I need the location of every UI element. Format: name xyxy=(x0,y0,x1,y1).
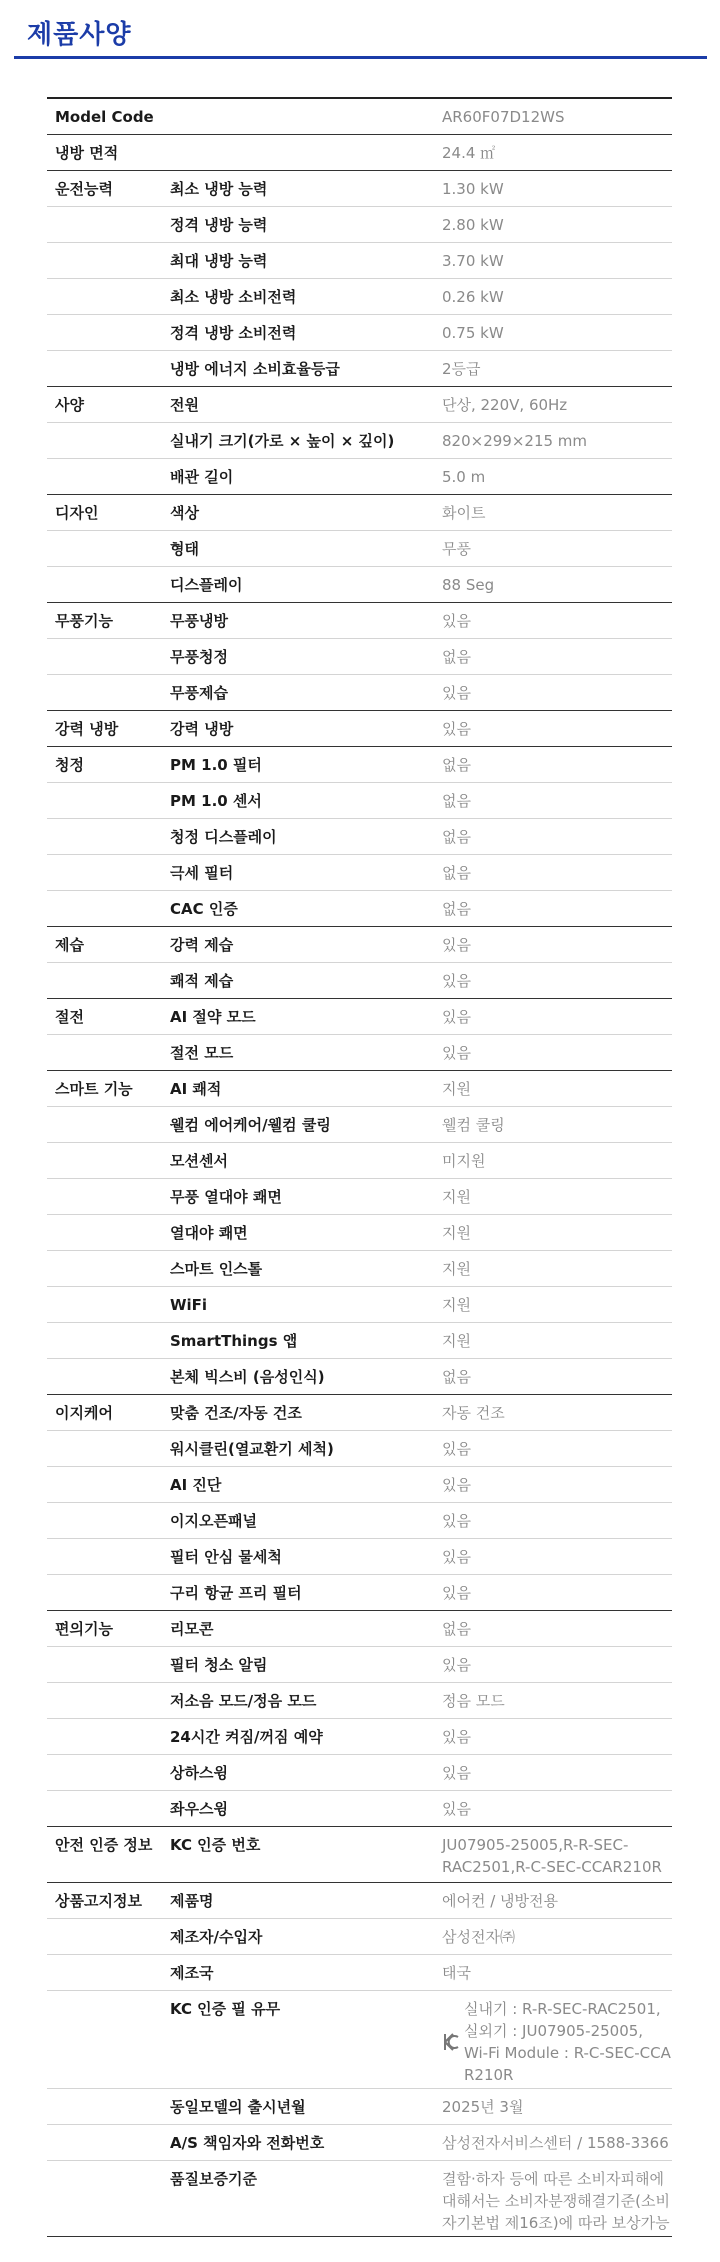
spec-item-label: 청정 디스플레이 xyxy=(170,828,277,846)
spec-category xyxy=(47,1431,170,1466)
spec-item-label: A/S 책임자와 전화번호 xyxy=(170,2134,325,2152)
spec-row xyxy=(47,1611,672,1647)
spec-category xyxy=(47,567,170,602)
spec-item-label: 상하스윙 xyxy=(170,1764,228,1782)
spec-row xyxy=(47,1883,672,1919)
spec-row xyxy=(47,855,672,891)
kc-cert-line: Wi-Fi Module : R-C-SEC-CCA xyxy=(464,2044,671,2062)
spec-row xyxy=(47,891,672,927)
spec-item-label: 스마트 인스톨 xyxy=(170,1260,263,1278)
spec-category: 스마트 기능 xyxy=(55,1080,133,1098)
spec-row xyxy=(47,1647,672,1683)
spec-value: 자동 건조 xyxy=(442,1404,505,1422)
spec-category xyxy=(47,1683,170,1718)
spec-row xyxy=(47,963,672,999)
spec-item-label: CAC 인증 xyxy=(170,900,238,918)
spec-item-label: AI 쾌적 xyxy=(170,1080,222,1098)
spec-item-label: 제조국 xyxy=(170,1964,214,1982)
spec-item-label: 이지오픈패널 xyxy=(170,1512,257,1530)
spec-row xyxy=(47,1071,672,1107)
spec-category: 안전 인증 정보 xyxy=(55,1836,153,1854)
spec-value: 있음 xyxy=(442,1800,471,1818)
spec-row xyxy=(47,171,672,207)
spec-value: 있음 xyxy=(442,1764,471,1782)
spec-value: 없음 xyxy=(442,828,471,846)
spec-value: 삼성전자㈜ xyxy=(442,1928,515,1946)
spec-item-label: AI 절약 모드 xyxy=(170,1008,256,1026)
spec-row xyxy=(47,1359,672,1395)
spec-value: JU07905-25005,R-R-SEC-RAC2501,R-C-SEC-CCAR210R xyxy=(442,1836,662,1876)
spec-value: 에어컨 / 냉방전용 xyxy=(442,1892,559,1910)
spec-row xyxy=(47,999,672,1035)
spec-value: 820×299×215 mm xyxy=(442,432,588,450)
spec-row xyxy=(47,1287,672,1323)
spec-row xyxy=(47,1215,672,1251)
spec-row xyxy=(47,2161,672,2237)
spec-value: 있음 xyxy=(442,1656,471,1674)
spec-category xyxy=(47,2161,170,2236)
spec-row xyxy=(47,135,672,171)
spec-value: 지원 xyxy=(442,1080,471,1098)
spec-value: 미지원 xyxy=(442,1152,486,1170)
spec-item-label: 본체 빅스비 (음성인식) xyxy=(170,1368,325,1386)
spec-value: 정음 모드 xyxy=(442,1692,505,1710)
spec-item-label: 정격 냉방 능력 xyxy=(170,216,268,234)
spec-row xyxy=(47,459,672,495)
spec-category xyxy=(47,2089,170,2124)
spec-category xyxy=(47,1035,170,1070)
spec-item-label: 모션센서 xyxy=(170,1152,228,1170)
spec-value: 1.30 kW xyxy=(442,180,504,198)
spec-item-label: 품질보증기준 xyxy=(170,2170,257,2188)
spec-value: 없음 xyxy=(442,900,471,918)
spec-category: 절전 xyxy=(55,1008,84,1026)
spec-item-label: AI 진단 xyxy=(170,1476,222,1494)
spec-row xyxy=(47,423,672,459)
spec-category xyxy=(47,1467,170,1502)
spec-category xyxy=(47,783,170,818)
spec-row xyxy=(47,1431,672,1467)
spec-item-label: 무풍 열대야 쾌면 xyxy=(170,1188,282,1206)
spec-category xyxy=(47,315,170,350)
spec-value: 웰컴 쿨링 xyxy=(442,1116,505,1134)
spec-category xyxy=(47,1919,170,1954)
spec-row xyxy=(47,1107,672,1143)
spec-row xyxy=(47,1755,672,1791)
spec-category xyxy=(47,459,170,494)
spec-item-label: 리모콘 xyxy=(170,1620,214,1638)
spec-item-label: 필터 청소 알림 xyxy=(170,1656,268,1674)
spec-row xyxy=(47,783,672,819)
spec-row xyxy=(47,1179,672,1215)
spec-row xyxy=(47,351,672,387)
spec-item-label: 저소음 모드/정음 모드 xyxy=(170,1692,317,1710)
spec-category xyxy=(47,1991,170,2088)
spec-category: 무풍기능 xyxy=(55,612,113,630)
spec-category xyxy=(47,1955,170,1990)
spec-value: 5.0 m xyxy=(442,468,486,486)
spec-category xyxy=(47,855,170,890)
spec-item-label: KC 인증 필 유무 xyxy=(170,2000,281,2018)
spec-item-label: 열대야 쾌면 xyxy=(170,1224,248,1242)
spec-item-label: 쾌적 제습 xyxy=(170,972,234,990)
spec-item-label: 최대 냉방 능력 xyxy=(170,252,268,270)
spec-value: 삼성전자서비스센터 / 1588-3366 xyxy=(442,2134,669,2152)
spec-category xyxy=(47,891,170,926)
spec-category xyxy=(47,423,170,458)
spec-row xyxy=(47,1503,672,1539)
spec-value: 없음 xyxy=(442,1368,471,1386)
spec-value: 없음 xyxy=(442,648,471,666)
spec-item-label: 절전 모드 xyxy=(170,1044,234,1062)
kc-cert-line: 실내기 : R-R-SEC-RAC2501, xyxy=(464,2000,661,2018)
spec-item-label: 웰컴 에어케어/웰컴 쿨링 xyxy=(170,1116,331,1134)
spec-item-label: 전원 xyxy=(170,396,199,414)
spec-item-label: PM 1.0 센서 xyxy=(170,792,262,810)
spec-category xyxy=(47,1791,170,1826)
spec-value: 지원 xyxy=(442,1296,471,1314)
spec-category: 사양 xyxy=(55,396,84,414)
spec-value: 무풍 xyxy=(442,540,471,558)
spec-value: 있음 xyxy=(442,1440,471,1458)
spec-value: 단상, 220V, 60Hz xyxy=(442,396,568,414)
spec-table xyxy=(47,97,672,2237)
spec-category xyxy=(47,1107,170,1142)
spec-category xyxy=(47,1143,170,1178)
spec-item-label: 맞춤 건조/자동 건조 xyxy=(170,1404,302,1422)
spec-item-label: 무풍제습 xyxy=(170,684,228,702)
spec-value: 2025년 3월 xyxy=(442,2098,524,2116)
spec-category: 편의기능 xyxy=(55,1620,113,1638)
spec-item-label: 냉방 에너지 소비효율등급 xyxy=(170,360,340,378)
spec-item-label: 최소 냉방 소비전력 xyxy=(170,288,297,306)
spec-row xyxy=(47,2089,672,2125)
spec-value: 없음 xyxy=(442,756,471,774)
spec-item-label: 무풍청정 xyxy=(170,648,228,666)
spec-row xyxy=(47,315,672,351)
spec-item-label: 정격 냉방 소비전력 xyxy=(170,324,297,342)
spec-row xyxy=(47,639,672,675)
spec-item-label: 24시간 켜짐/꺼짐 예약 xyxy=(170,1728,323,1746)
spec-value: 있음 xyxy=(442,972,471,990)
spec-category: 냉방 면적 xyxy=(55,144,119,162)
spec-category xyxy=(47,1287,170,1322)
page-header xyxy=(0,0,720,62)
spec-category: Model Code xyxy=(55,108,154,126)
spec-row xyxy=(47,1467,672,1503)
spec-value: 2.80 kW xyxy=(442,216,504,234)
spec-category xyxy=(47,963,170,998)
spec-item-label: KC 인증 번호 xyxy=(170,1836,261,1854)
spec-value: AR60F07D12WS xyxy=(442,108,565,126)
spec-row xyxy=(47,207,672,243)
spec-value xyxy=(442,1991,672,2088)
spec-value: 결함·하자 등에 따른 소비자피해에 대해서는 소비자분쟁해결기준(소비자기본법 제16조)에 따라 보상가능 xyxy=(442,2170,670,2232)
spec-value: 있음 xyxy=(442,1044,471,1062)
spec-category xyxy=(47,1539,170,1574)
spec-category xyxy=(47,1503,170,1538)
spec-row xyxy=(47,567,672,603)
spec-item-label: 좌우스윙 xyxy=(170,1800,228,1818)
spec-value: 지원 xyxy=(442,1332,471,1350)
spec-item-label: 필터 안심 물세척 xyxy=(170,1548,282,1566)
spec-value: 있음 xyxy=(442,1584,471,1602)
spec-value: 없음 xyxy=(442,864,471,882)
spec-value: 있음 xyxy=(442,1476,471,1494)
title-divider xyxy=(14,56,707,59)
spec-value: 있음 xyxy=(442,1548,471,1566)
spec-value: 88 Seg xyxy=(442,576,495,594)
spec-category xyxy=(47,1719,170,1754)
spec-category: 강력 냉방 xyxy=(55,720,119,738)
spec-value: 3.70 kW xyxy=(442,252,504,270)
spec-row xyxy=(47,1251,672,1287)
spec-item-label: 최소 냉방 능력 xyxy=(170,180,268,198)
spec-category xyxy=(47,1179,170,1214)
spec-value: 지원 xyxy=(442,1188,471,1206)
spec-category xyxy=(47,819,170,854)
page-title: 제품사양 xyxy=(27,20,132,50)
kc-certification-icon xyxy=(442,2031,460,2053)
spec-row xyxy=(47,1791,672,1827)
spec-category xyxy=(47,1215,170,1250)
spec-row xyxy=(47,675,672,711)
spec-row xyxy=(47,243,672,279)
spec-category xyxy=(47,1251,170,1286)
spec-row xyxy=(47,1395,672,1431)
spec-value: 있음 xyxy=(442,720,471,738)
spec-item-label: 동일모델의 출시년월 xyxy=(170,2098,306,2116)
spec-value: 있음 xyxy=(442,1728,471,1746)
spec-item-label: 제품명 xyxy=(170,1892,214,1910)
spec-row xyxy=(47,279,672,315)
spec-category xyxy=(47,1647,170,1682)
spec-category xyxy=(47,639,170,674)
spec-item-label: 배관 길이 xyxy=(170,468,234,486)
spec-category xyxy=(47,531,170,566)
spec-item-label: 워시클린(열교환기 세척) xyxy=(170,1440,334,1458)
spec-item-label: 제조자/수입자 xyxy=(170,1928,263,1946)
spec-category: 디자인 xyxy=(55,504,99,522)
spec-value: 2등급 xyxy=(442,360,481,378)
spec-value: 0.75 kW xyxy=(442,324,504,342)
spec-item-label: 색상 xyxy=(170,504,199,522)
spec-value: 지원 xyxy=(442,1224,471,1242)
spec-row xyxy=(47,99,672,135)
spec-row xyxy=(47,1719,672,1755)
spec-row xyxy=(47,819,672,855)
spec-category xyxy=(47,243,170,278)
spec-category xyxy=(47,1755,170,1790)
spec-category: 상품고지정보 xyxy=(55,1892,142,1910)
spec-value: 있음 xyxy=(442,684,471,702)
spec-item-label: 무풍냉방 xyxy=(170,612,228,630)
kc-cert-line: R210R xyxy=(464,2066,514,2084)
spec-row xyxy=(47,603,672,639)
spec-category xyxy=(47,2125,170,2160)
spec-value: 있음 xyxy=(442,1008,471,1026)
spec-category xyxy=(47,1575,170,1610)
spec-value: 있음 xyxy=(442,612,471,630)
spec-item-label: 강력 냉방 xyxy=(170,720,234,738)
spec-category xyxy=(47,1359,170,1394)
spec-value: 지원 xyxy=(442,1260,471,1278)
spec-item-label: 구리 항균 프리 필터 xyxy=(170,1584,302,1602)
spec-row xyxy=(47,1683,672,1719)
spec-row xyxy=(47,387,672,423)
spec-value: 없음 xyxy=(442,1620,471,1638)
spec-row xyxy=(47,2125,672,2161)
spec-category: 이지케어 xyxy=(55,1404,113,1422)
spec-row xyxy=(47,1323,672,1359)
spec-value: 있음 xyxy=(442,936,471,954)
spec-item-label: 디스플레이 xyxy=(170,576,243,594)
spec-category xyxy=(47,675,170,710)
spec-row xyxy=(47,927,672,963)
spec-row xyxy=(47,495,672,531)
spec-category xyxy=(47,351,170,386)
spec-row xyxy=(47,1035,672,1071)
spec-category: 제습 xyxy=(55,936,84,954)
spec-value: 없음 xyxy=(442,792,471,810)
spec-item-label: WiFi xyxy=(170,1296,208,1314)
spec-row xyxy=(47,1143,672,1179)
spec-item-label: 실내기 크기(가로 × 높이 × 깊이) xyxy=(170,432,395,450)
spec-row xyxy=(47,1991,672,2089)
spec-value: 화이트 xyxy=(442,504,486,522)
spec-row xyxy=(47,1827,672,1883)
spec-item-label: 극세 필터 xyxy=(170,864,234,882)
spec-row xyxy=(47,1575,672,1611)
kc-cert-line: 실외기 : JU07905-25005, xyxy=(464,2022,644,2040)
spec-category xyxy=(47,279,170,314)
spec-item-label: 형태 xyxy=(170,540,199,558)
spec-value: 0.26 kW xyxy=(442,288,504,306)
spec-value: 있음 xyxy=(442,1512,471,1530)
spec-item-label: 강력 제습 xyxy=(170,936,234,954)
spec-value: 24.4 ㎡ xyxy=(442,144,496,162)
spec-category: 운전능력 xyxy=(55,180,113,198)
spec-row xyxy=(47,1539,672,1575)
spec-category xyxy=(47,207,170,242)
spec-category: 청정 xyxy=(55,756,84,774)
spec-row xyxy=(47,1955,672,1991)
spec-row xyxy=(47,531,672,567)
spec-row xyxy=(47,711,672,747)
spec-item-label: SmartThings 앱 xyxy=(170,1332,298,1350)
spec-row xyxy=(47,747,672,783)
spec-row xyxy=(47,1919,672,1955)
spec-category xyxy=(47,1323,170,1358)
spec-item-label: PM 1.0 필터 xyxy=(170,756,262,774)
spec-value: 태국 xyxy=(442,1964,471,1982)
